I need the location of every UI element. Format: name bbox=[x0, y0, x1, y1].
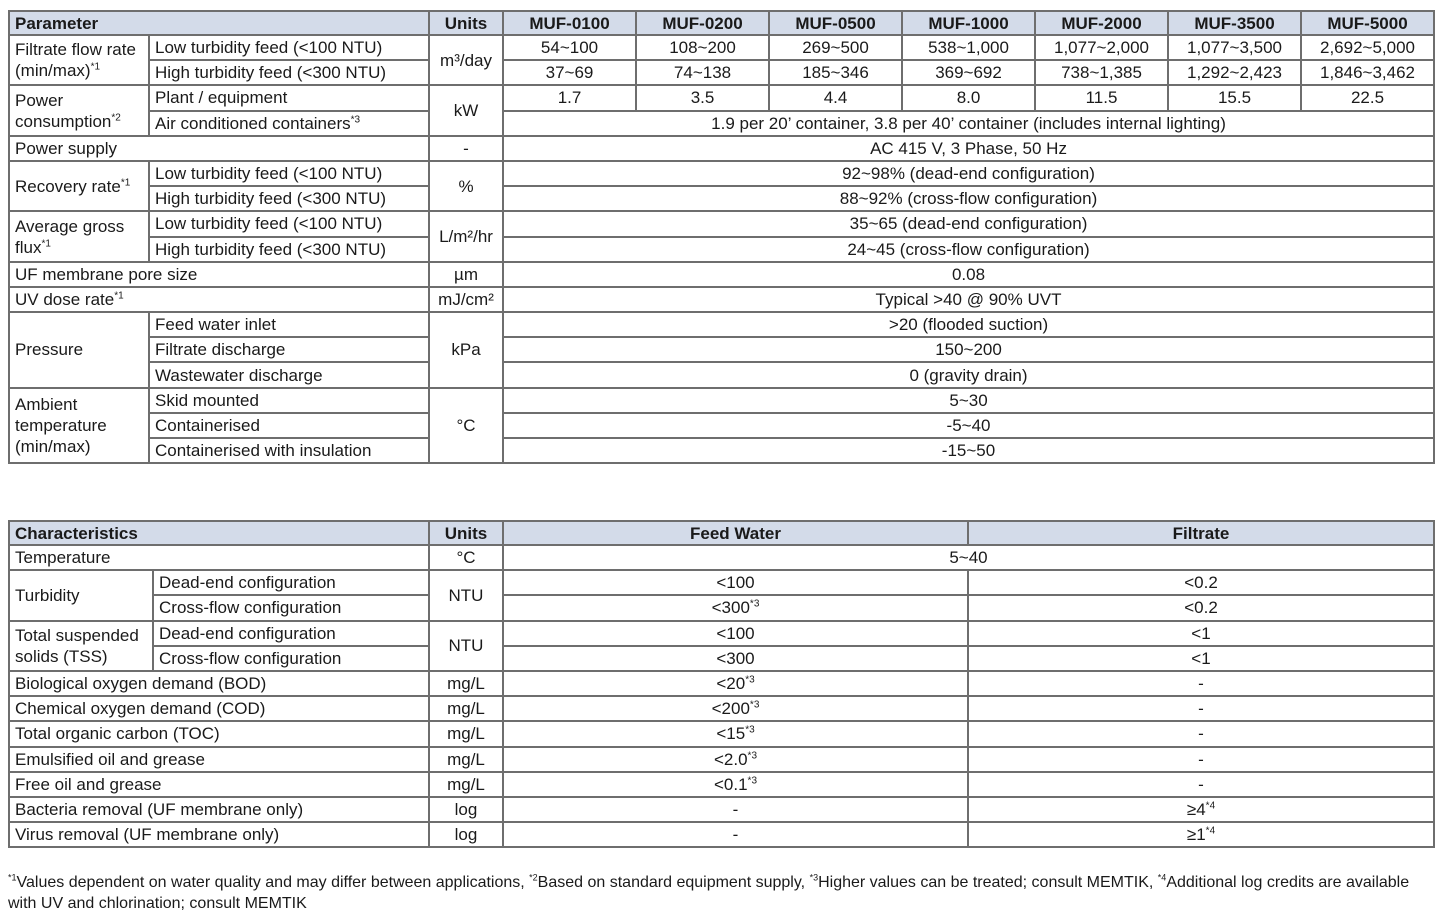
table-row bbox=[9, 312, 1434, 337]
header-units: Units bbox=[429, 521, 503, 545]
turbidity-label: Turbidity bbox=[9, 570, 153, 620]
power-supply-units: - bbox=[429, 136, 503, 161]
header-filtrate: Filtrate bbox=[968, 521, 1434, 545]
footnote-4: Additional log credits are available with UV and chlorination; consult MEMTIK bbox=[8, 874, 1410, 912]
table-cell: 54~100 bbox=[503, 35, 636, 60]
table-row bbox=[9, 646, 1434, 671]
temperature-units: °C bbox=[429, 545, 503, 570]
feed-value: $<2.0^{*3}$ bbox=[503, 747, 968, 772]
footnote-3: Higher values can be treated; consult MEMTIK, bbox=[818, 874, 1154, 891]
table-cell: 15.5 bbox=[1168, 85, 1301, 110]
row-label: Chemical oxygen demand (COD) bbox=[9, 696, 429, 721]
header-feed-water: Feed Water bbox=[503, 521, 968, 545]
turbidity-sub-label: Dead-end configuration bbox=[153, 570, 429, 595]
feed-value: $<200^{*3}$ bbox=[503, 696, 968, 721]
table-cell: 74~138 bbox=[636, 60, 769, 85]
pressure-sub-label: Feed water inlet bbox=[149, 312, 429, 337]
filtrate-value: - bbox=[968, 772, 1434, 797]
flux-units: L/m²/hr bbox=[429, 211, 503, 261]
recovery-rate-label: Recovery rate$^{*1}$ bbox=[9, 161, 149, 211]
table-row bbox=[9, 413, 1434, 438]
temperature-label: Temperature bbox=[9, 545, 429, 570]
pressure-sub-label: Filtrate discharge bbox=[149, 337, 429, 362]
table-row bbox=[9, 60, 1434, 85]
power-consumption-label: Power consumption$^{*2}$ bbox=[9, 85, 149, 135]
table-row bbox=[9, 570, 1434, 595]
recovery-high-label: High turbidity feed (<300 NTU) bbox=[149, 186, 429, 211]
pore-size-label: UF membrane pore size bbox=[9, 262, 429, 287]
table-row bbox=[9, 545, 1434, 570]
feed-value: <300 bbox=[503, 646, 968, 671]
filtrate-value: <0.2 bbox=[968, 570, 1434, 595]
table-cell: 1,077~3,500 bbox=[1168, 35, 1301, 60]
header-muf-0200: MUF-0200 bbox=[636, 11, 769, 35]
filtrate-value: <0.2 bbox=[968, 595, 1434, 620]
table-cell: 37~69 bbox=[503, 60, 636, 85]
power-supply-label: Power supply bbox=[9, 136, 429, 161]
turbidity-sub-label: Cross-flow configuration bbox=[153, 595, 429, 620]
table-row bbox=[9, 388, 1434, 413]
row-units: mg/L bbox=[429, 747, 503, 772]
table-row bbox=[9, 111, 1434, 136]
header-muf-0500: MUF-0500 bbox=[769, 11, 902, 35]
tss-label: Total suspended solids (TSS) bbox=[9, 621, 153, 671]
pore-size-units: µm bbox=[429, 262, 503, 287]
header-muf-0100: MUF-0100 bbox=[503, 11, 636, 35]
header-parameter: Parameter bbox=[9, 11, 429, 35]
pressure-sub-label: Wastewater discharge bbox=[149, 362, 429, 387]
header-muf-1000: MUF-1000 bbox=[902, 11, 1035, 35]
table-row bbox=[9, 438, 1434, 463]
flux-high-value: 24~45 (cross-flow configuration) bbox=[503, 237, 1434, 262]
header-row bbox=[9, 11, 1434, 35]
table-cell: 108~200 bbox=[636, 35, 769, 60]
table-row bbox=[9, 35, 1434, 60]
row-units: mg/L bbox=[429, 772, 503, 797]
plant-equipment-label: Plant / equipment bbox=[149, 85, 429, 110]
table-cell: 4.4 bbox=[769, 85, 902, 110]
row-label: Free oil and grease bbox=[9, 772, 429, 797]
filtrate-value: $\ge 1^{*4}$ bbox=[968, 822, 1434, 847]
ambient-value: -15~50 bbox=[503, 438, 1434, 463]
header-muf-5000: MUF-5000 bbox=[1301, 11, 1434, 35]
table-row bbox=[9, 671, 1434, 696]
pressure-label: Pressure bbox=[9, 312, 149, 388]
table-row bbox=[9, 262, 1434, 287]
flux-high-label: High turbidity feed (<300 NTU) bbox=[149, 237, 429, 262]
feed-value: <100 bbox=[503, 570, 968, 595]
table-row bbox=[9, 211, 1434, 236]
uv-dose-label: UV dose rate$^{*1}$ bbox=[9, 287, 429, 312]
feed-value: - bbox=[503, 797, 968, 822]
table-row bbox=[9, 822, 1434, 847]
feed-value: - bbox=[503, 822, 968, 847]
table-row bbox=[9, 797, 1434, 822]
air-conditioned-label: Air conditioned containers$^{*3}$ bbox=[149, 111, 429, 136]
table-cell: 8.0 bbox=[902, 85, 1035, 110]
table-cell: 538~1,000 bbox=[902, 35, 1035, 60]
footnote-1: Values dependent on water quality and may differ between applications, bbox=[16, 874, 525, 891]
footnote-mark: *1 bbox=[8, 872, 17, 883]
power-units: kW bbox=[429, 85, 503, 135]
filtrate-low-label: Low turbidity feed (<100 NTU) bbox=[149, 35, 429, 60]
tss-sub-label: Cross-flow configuration bbox=[153, 646, 429, 671]
table-row bbox=[9, 747, 1434, 772]
filtrate-value: - bbox=[968, 721, 1434, 746]
row-label: Total organic carbon (TOC) bbox=[9, 721, 429, 746]
table-row bbox=[9, 621, 1434, 646]
temperature-value: 5~40 bbox=[503, 545, 1434, 570]
pore-size-value: 0.08 bbox=[503, 262, 1434, 287]
table-cell: 1,292~2,423 bbox=[1168, 60, 1301, 85]
table-row bbox=[9, 595, 1434, 620]
ambient-sub-label: Containerised with insulation bbox=[149, 438, 429, 463]
row-label: Emulsified oil and grease bbox=[9, 747, 429, 772]
tss-units: NTU bbox=[429, 621, 503, 671]
row-units: mg/L bbox=[429, 721, 503, 746]
ambient-sub-label: Containerised bbox=[149, 413, 429, 438]
filtrate-value: <1 bbox=[968, 646, 1434, 671]
ambient-temperature-label: Ambient temperature (min/max) bbox=[9, 388, 149, 464]
recovery-low-value: 92~98% (dead-end configuration) bbox=[503, 161, 1434, 186]
ambient-value: 5~30 bbox=[503, 388, 1434, 413]
footnote-mark: *2 bbox=[529, 872, 538, 883]
table-row bbox=[9, 772, 1434, 797]
header-characteristics: Characteristics bbox=[9, 521, 429, 545]
header-muf-2000: MUF-2000 bbox=[1035, 11, 1168, 35]
feed-value: $<15^{*3}$ bbox=[503, 721, 968, 746]
ambient-value: -5~40 bbox=[503, 413, 1434, 438]
table-cell: 1,846~3,462 bbox=[1301, 60, 1434, 85]
recovery-units: % bbox=[429, 161, 503, 211]
row-units: log bbox=[429, 822, 503, 847]
feed-value: $<0.1^{*3}$ bbox=[503, 772, 968, 797]
header-row bbox=[9, 521, 1434, 545]
filtrate-value: - bbox=[968, 747, 1434, 772]
flux-low-value: 35~65 (dead-end configuration) bbox=[503, 211, 1434, 236]
row-units: mg/L bbox=[429, 671, 503, 696]
tss-sub-label: Dead-end configuration bbox=[153, 621, 429, 646]
row-label: Bacteria removal (UF membrane only) bbox=[9, 797, 429, 822]
feed-value: <100 bbox=[503, 621, 968, 646]
table-cell: 1.7 bbox=[503, 85, 636, 110]
pressure-units: kPa bbox=[429, 312, 503, 388]
table-cell: 1,077~2,000 bbox=[1035, 35, 1168, 60]
recovery-high-value: 88~92% (cross-flow configuration) bbox=[503, 186, 1434, 211]
table-row bbox=[9, 136, 1434, 161]
recovery-low-label: Low turbidity feed (<100 NTU) bbox=[149, 161, 429, 186]
filtrate-value: <1 bbox=[968, 621, 1434, 646]
filtrate-flow-units: m³/day bbox=[429, 35, 503, 85]
footnote-mark: *4 bbox=[1157, 872, 1167, 883]
ambient-sub-label: Skid mounted bbox=[149, 388, 429, 413]
pressure-value: >20 (flooded suction) bbox=[503, 312, 1434, 337]
air-conditioned-value: 1.9 per 20’ container, 3.8 per 40’ container (includes internal lighting) bbox=[503, 111, 1434, 136]
footnote-mark: *3 bbox=[809, 872, 819, 883]
table-cell: 2,692~5,000 bbox=[1301, 35, 1434, 60]
filtrate-value: $\ge 4^{*4}$ bbox=[968, 797, 1434, 822]
power-supply-value: AC 415 V, 3 Phase, 50 Hz bbox=[503, 136, 1434, 161]
flux-low-label: Low turbidity feed (<100 NTU) bbox=[149, 211, 429, 236]
row-units: log bbox=[429, 797, 503, 822]
pressure-value: 150~200 bbox=[503, 337, 1434, 362]
table-row bbox=[9, 721, 1434, 746]
turbidity-units: NTU bbox=[429, 570, 503, 620]
header-units: Units bbox=[429, 11, 503, 35]
table-row bbox=[9, 161, 1434, 186]
filtrate-flow-label: Filtrate flow rate $(\min/\max)^{*1}$ bbox=[9, 35, 149, 85]
filtrate-value: - bbox=[968, 696, 1434, 721]
table-row bbox=[9, 696, 1434, 721]
feed-value: $<20^{*3}$ bbox=[503, 671, 968, 696]
row-label: Virus removal (UF membrane only) bbox=[9, 822, 429, 847]
table-row bbox=[9, 237, 1434, 262]
table-cell: 269~500 bbox=[769, 35, 902, 60]
table-row bbox=[9, 287, 1434, 312]
uv-dose-value: Typical >40 @ 90% UVT bbox=[503, 287, 1434, 312]
gross-flux-label: Average gross flux$^{*1}$ bbox=[9, 211, 149, 261]
feed-value: $<300^{*3}$ bbox=[503, 595, 968, 620]
table-cell: 185~346 bbox=[769, 60, 902, 85]
header-muf-3500: MUF-3500 bbox=[1168, 11, 1301, 35]
table-row bbox=[9, 85, 1434, 110]
row-units: mg/L bbox=[429, 696, 503, 721]
footnote-2: Based on standard equipment supply, bbox=[537, 874, 806, 891]
table-cell: 11.5 bbox=[1035, 85, 1168, 110]
table-cell: 3.5 bbox=[636, 85, 769, 110]
table-row bbox=[9, 337, 1434, 362]
table-row bbox=[9, 186, 1434, 211]
table-cell: 369~692 bbox=[902, 60, 1035, 85]
footnotes bbox=[8, 872, 1428, 914]
pressure-value: 0 (gravity drain) bbox=[503, 362, 1434, 387]
table-row bbox=[9, 362, 1434, 387]
filtrate-value: - bbox=[968, 671, 1434, 696]
table-cell: 22.5 bbox=[1301, 85, 1434, 110]
uv-dose-units: mJ/cm² bbox=[429, 287, 503, 312]
row-label: Biological oxygen demand (BOD) bbox=[9, 671, 429, 696]
ambient-units: °C bbox=[429, 388, 503, 464]
characteristics-table bbox=[8, 520, 1435, 848]
specifications-table bbox=[8, 10, 1435, 464]
table-cell: 738~1,385 bbox=[1035, 60, 1168, 85]
filtrate-high-label: High turbidity feed (<300 NTU) bbox=[149, 60, 429, 85]
